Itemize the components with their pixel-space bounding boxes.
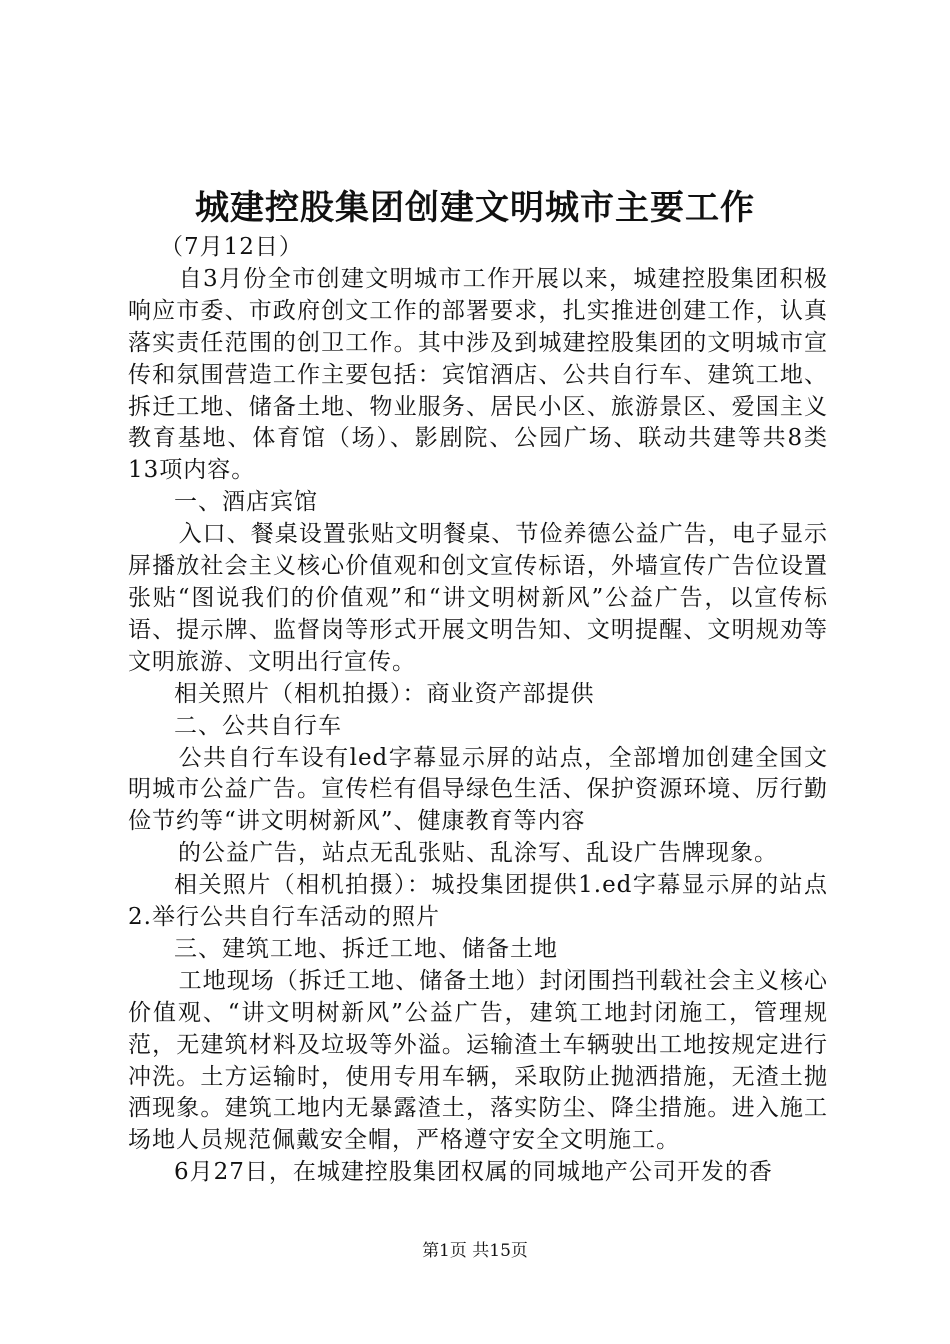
section-heading-construction: 三、建筑工地、拆迁工地、储备土地 (174, 935, 558, 962)
photo-note-bicycle: 相关照片（相机拍摄）：城投集团提供1.ed字幕显示屏的站点2.举行公共自行车活动的照片 (128, 872, 828, 931)
document-title: 城建控股集团创建文明城市主要工作 (195, 188, 755, 228)
paragraph-bicycle-continued: 的公益广告，站点无乱张贴、乱涂写、乱设广告牌现象。 (178, 840, 778, 867)
page-indicator: 第1页 共15页 (422, 1241, 528, 1261)
section-heading-hotel: 一、酒店宾馆 (174, 489, 318, 516)
document-body (128, 232, 828, 1189)
paragraph-intro: 自3月份全市创建文明城市工作开展以来，城建控股集团积极响应市委、市政府创文工作的部署要求，扎实推进创建工作，认真落实责任范围的创卫工作。其中涉及到城建控股集团的文明城市宣传和氛围营造工作主要包括：宾馆酒店、公共自行车、建筑工地、拆迁工地、储备土地、物业服务、居民小区、旅游景区、爱国主义教育基地、体育馆（场）、影剧院、公园广场、联动共建等共8类13项内容。 (128, 265, 828, 484)
paragraph-bicycle: 公共自行车设有led字幕显示屏的站点，全部增加创建全国文明城市公益广告。宣传栏有倡导绿色生活、保护资源环境、厉行勤俭节约等“讲文明树新风”、健康教育等内容 (128, 744, 828, 835)
section-heading-bicycle: 二、公共自行车 (174, 712, 342, 739)
paragraph-construction: 工地现场（拆迁工地、储备土地）封闭围挡刊载社会主义核心价值观、“讲文明树新风”公益广告，建筑工地封闭施工，管理规范，无建筑材料及垃圾等外溢。运输渣土车辆驶出工地按规定进行冲洗。土方运输时，使用专用车辆，采取防止抛洒措施，无渣土抛洒现象。建筑工地内无暴露渣土，落实防尘、降尘措施。进入施工场地人员规范佩戴安全帽，严格遵守安全文明施工。 (128, 967, 828, 1154)
document-date: （7月12日） (160, 234, 303, 260)
paragraph-hotel: 入口、餐桌设置张贴文明餐桌、节俭养德公益广告，电子显示屏播放社会主义核心价值观和创文宣传标语，外墙宣传广告位设置张贴“图说我们的价值观”和“讲文明树新风”公益广告，以宣传标语、提示牌、监督岗等形式开展文明告知、文明提醒、文明规劝等文明旅游、文明出行宣传。 (128, 521, 828, 675)
paragraph-june-27: 6月27日，在城建控股集团权属的同城地产公司开发的香 (174, 1159, 773, 1186)
photo-note-hotel: 相关照片（相机拍摄）：商业资产部提供 (174, 680, 595, 707)
